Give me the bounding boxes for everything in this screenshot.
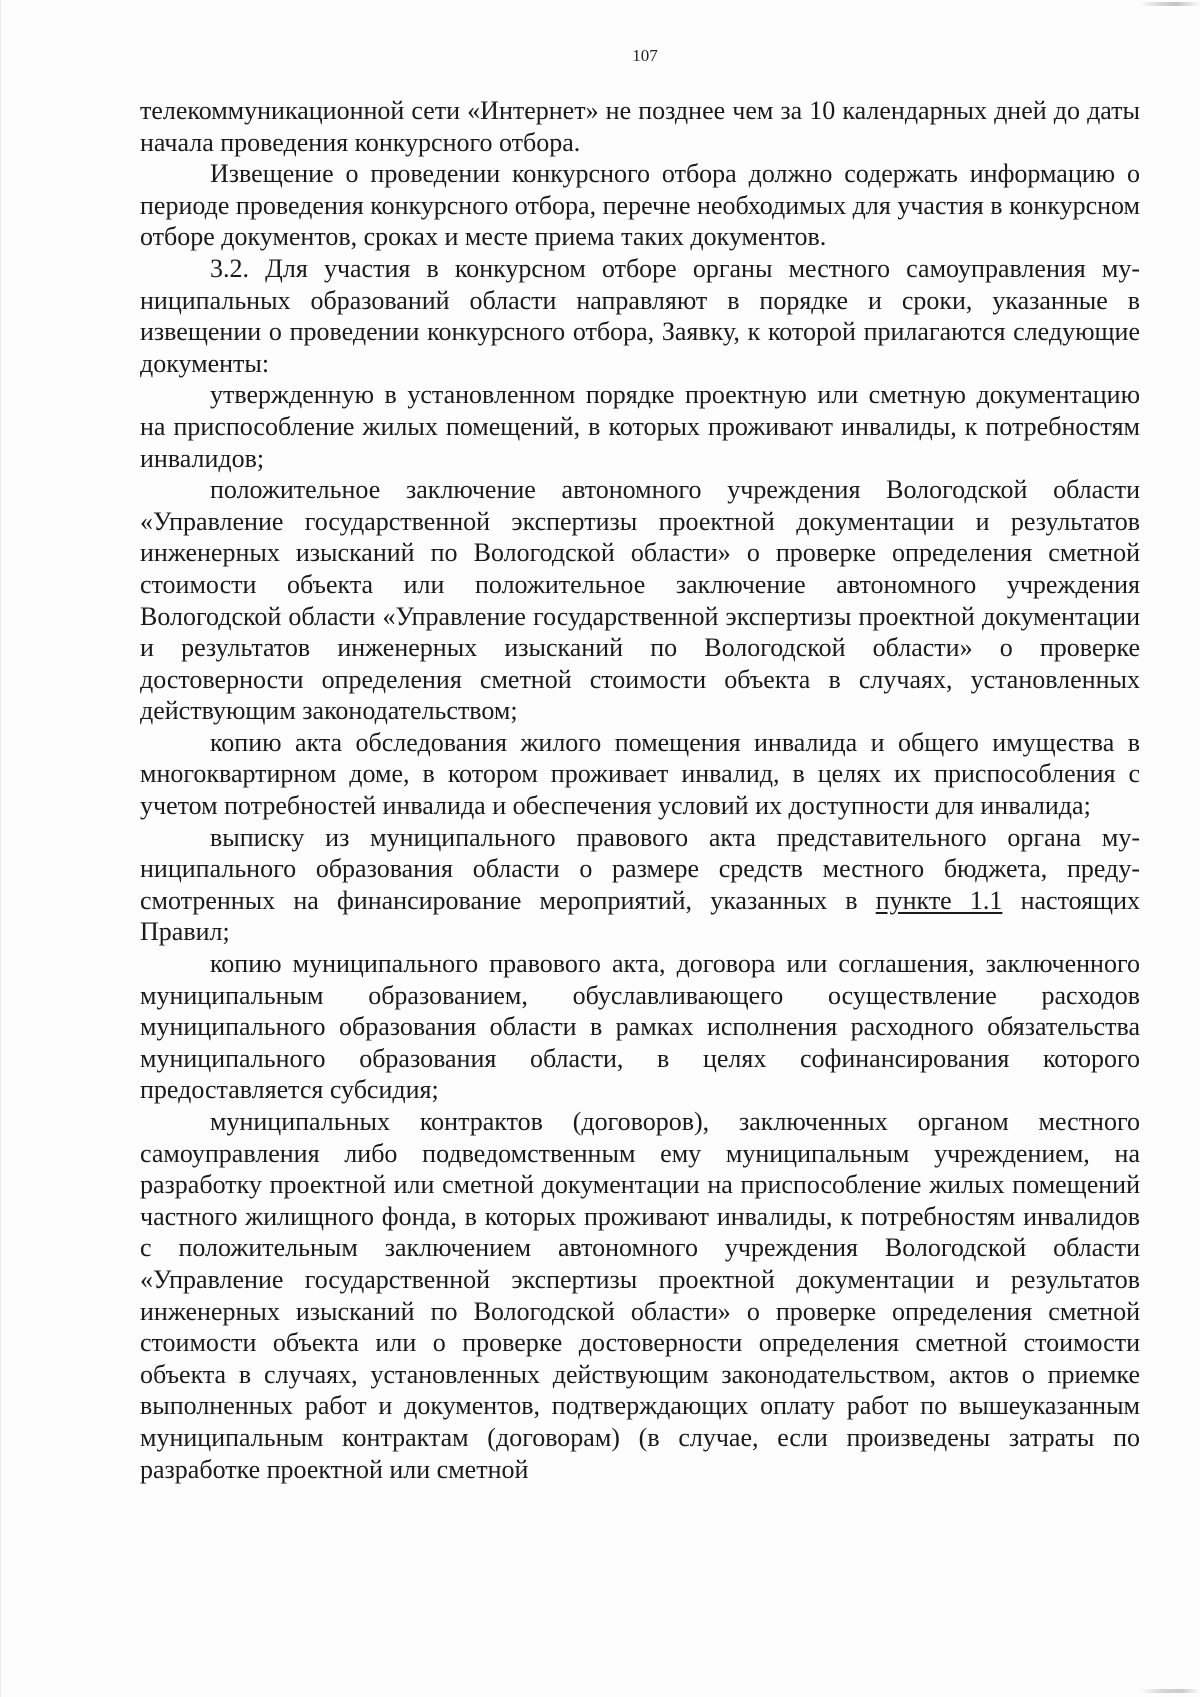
document-body (140, 95, 1140, 1485)
paragraph-continuation: телекоммуникационной сети «Интернет» не позднее чем за 10 календарных дней до даты начала проведения конкурсного отбора. (140, 96, 1140, 157)
page-number: 107 (632, 46, 658, 65)
list-item-budget-extract-tail: настоящих Правил; (140, 885, 1140, 947)
list-item-inspection-act: копию акта обследования жилого помещения инвалида и общего имущества в многоквартирном доме, в котором проживает инвалид, в целях их приспособления с учетом потребностей инвалида и обеспечения условий их доступности для инвалида; (140, 727, 1140, 821)
list-item-project-documentation: утвержденную в установленном порядке проектную или сметную документацию на приспособление жилых помещений, в которых проживают инвалиды, к потребностям инвалидов; (140, 380, 1140, 473)
list-item-legal-act-copy: копию муниципального правового акта, договора или соглашения, заключенного муниципальным образованием, обуславливающего осуществление расходов муниципального образования области в рамках исполнения расходного обязательства муниципального образования области, в целях софинансирования которого предоставляется субсидия; (140, 949, 1140, 1105)
scan-artifact-top (1140, 2, 1200, 6)
paragraph-notice-contents: Извещение о проведении конкурсного отбора должно содержать информацию о периоде проведения конкурсного отбора, перечне необходимых для участия в конкурсном отборе документов, сроках и месте приема таких документов. (140, 159, 1140, 252)
clause-1-1-link[interactable]: пункте 1.1 (875, 885, 1003, 915)
scan-artifact-bottom (1140, 1689, 1200, 1693)
list-item-budget-extract-text: выписку из муниципального правового акта представительного органа муниципального образования области о размере средств местного бюджета, предусмотренных на финансирование мероприятий, указанных в (140, 822, 1140, 915)
list-item-municipal-contracts: муниципальных контрактов (договоров), заключенных органом местного самоуправления либо подведомственным ему муниципальным учреждением, на разработку проектной или сметной документации на приспособление жилых помещений частного жилищного фонда, в которых проживают инвалиды, к потребностям инвалидов с положительным заключением автономного учреждения Вологодской области «Управление государственной экспертизы проектной документации и результатов инженерных изысканий по Вологодской области» о проверке определения сметной стоимости объекта или о проверке достоверности определения сметной стоимости объекта в случаях, установленных действующим законодательством, актов о приемке выполненных работ и документов, подтверждающих оплату работ по вышеуказанным муниципальным контрактам (договорам) (в случае, если произведены затраты по разработке проектной или сметной (140, 1107, 1140, 1484)
list-item-expertise-conclusion: положительное заключение автономного учреждения Вологодской области «Управление государственной экспертизы проектной документации и результатов инженерных изысканий по Вологодской области» о проверке определения сметной стоимости объекта или положительное заключение автономного учреждения Вологодской области «Управление государственной экспертизы проектной документации и результатов инженерных изысканий по Вологодской области» о проверке достоверности определения сметной стоимости объекта в случаях, установленных действующим законодательством; (140, 475, 1140, 726)
scan-left-edge (0, 0, 1, 1697)
list-item-budget-extract (140, 822, 1140, 948)
paragraph-section-3-2: 3.2. Для участия в конкурсном отборе органы местного самоуправления муниципальных образований области направляют в порядке и сроки, указанные в извещении о проведении конкурсного отбора, Заявку, к которой прилагаются следующие документы: (140, 253, 1140, 378)
